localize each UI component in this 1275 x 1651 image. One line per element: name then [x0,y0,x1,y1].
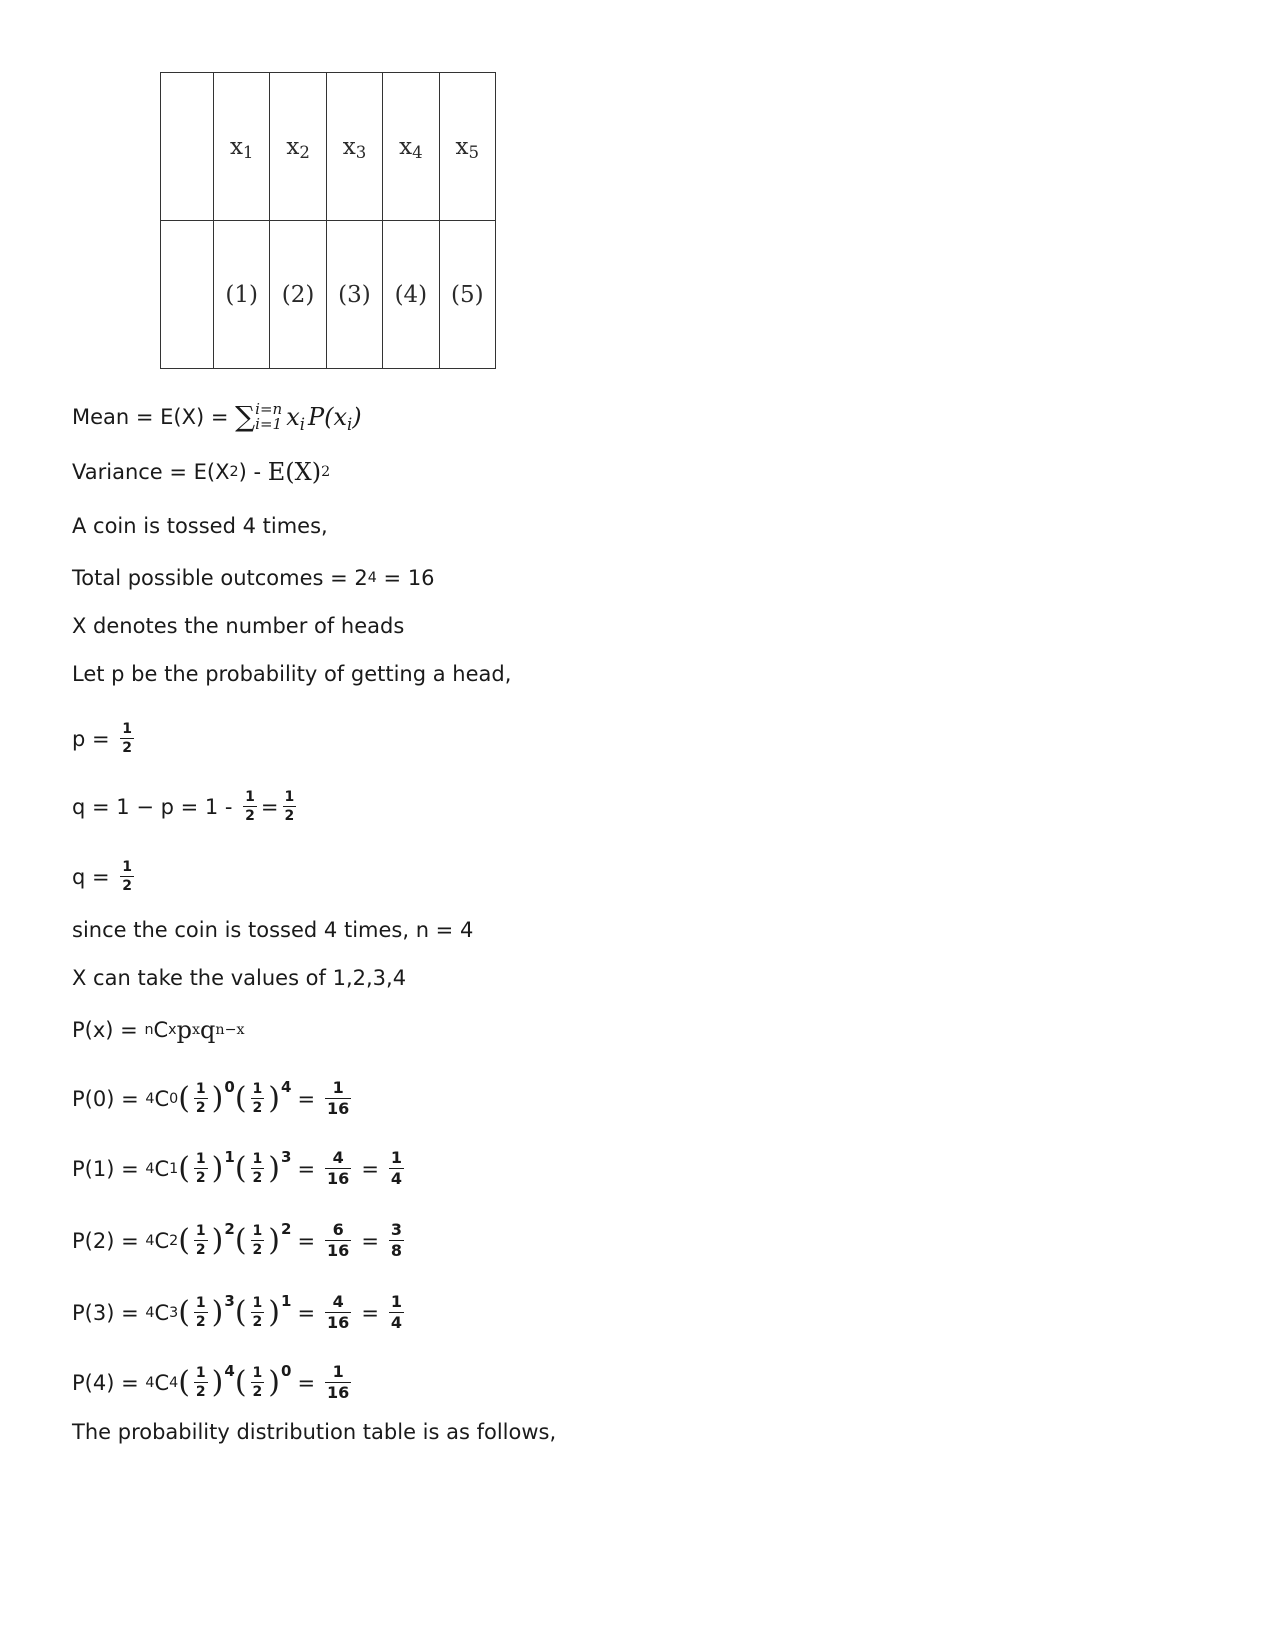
math-token: ) - [238,460,268,484]
math-token: 1 [390,1148,403,1167]
math-token: 2 [252,1100,263,1116]
math-token: 4 [412,142,423,162]
probability-row: P(0) = 4 C 0 ( $\frac{1}{2}$ ) 0 ( $\frac{1}{2}$ ) 4 = $\frac{1}{16}$ [72,1077,350,1118]
math-token: ∑ [235,400,256,433]
p-equation [72,722,138,755]
math-token: 0 [281,1361,292,1380]
math-token: 2 [122,740,133,756]
math-token: ) [211,1364,224,1400]
math-token: Total possible outcomes = 2 [72,566,368,590]
half-fraction [251,1082,265,1115]
math-token: = [361,1156,379,1181]
math-token: 2 [224,1219,235,1238]
math-token: 2 [252,1314,263,1330]
math-token: ( [178,1364,190,1400]
math-token: 4 [390,1169,403,1188]
math-token: = [297,1156,316,1181]
math-token: P(0) = [72,1086,146,1111]
math-token: 2 [195,1100,206,1116]
math-token: ) [268,1364,280,1400]
math-token: 3 [281,1147,292,1166]
math-token: 3 [224,1291,235,1310]
math-token: ( [178,1080,190,1116]
math-token: ( [234,1222,247,1258]
math-token: 2 [252,1384,263,1400]
math-token: 1 [390,1292,403,1311]
half-fraction [194,1366,208,1399]
half-fraction [194,1224,208,1257]
math-token: Mean = E(X) = [72,404,236,429]
math-token: ) [211,1080,224,1116]
math-token: = [361,1228,379,1253]
math-token: ) [268,1150,280,1186]
math-token: 1 [252,1365,263,1381]
math-token: q = [72,864,117,889]
table-cell [439,73,495,221]
math-token: ( [178,1222,190,1258]
math-token: 1 [195,1365,206,1381]
math-token: ) [268,1222,280,1258]
toss-text: A coin is tossed 4 times, [72,514,328,538]
q-calculation [72,790,300,823]
math-token: 1 [122,721,133,737]
math-token: 8 [390,1241,403,1260]
math-token: 2 [252,1242,263,1258]
math-token: E(X) [267,458,322,486]
half-fraction [251,1224,265,1257]
math-token: 2 [252,1170,263,1186]
math-token: i=1 [255,414,283,433]
fraction [120,860,134,893]
math-token: 2 [195,1384,206,1400]
math-token: 2 [195,1242,206,1258]
math-token: P(1) = [72,1156,146,1181]
math-token: Variance = E(X [72,460,230,484]
math-token: P(x) = [72,1018,145,1042]
math-token: 1 [252,1223,263,1239]
table-cell-empty [161,221,214,369]
half-fraction [194,1296,208,1329]
table-cell [214,73,270,221]
math-token: 2 [195,1314,206,1330]
result-fraction [325,1150,351,1187]
probability-row: P(4) = 4 C 4 ( $\frac{1}{2}$ ) 4 ( $\frac{1}{2}$ ) 0 = $\frac{1}{16}$ [72,1361,350,1402]
let-p-text: Let p be the probability of getting a head, [72,662,512,686]
math-token: p [176,1016,192,1044]
math-token: i [347,414,353,434]
math-token: C [154,1300,170,1325]
math-token: p = [72,726,117,751]
math-token: ( [234,1364,247,1400]
math-token: ) [268,1080,280,1116]
result-fraction [325,1294,351,1331]
math-token: = 16 [376,566,435,590]
math-token: 2 [195,1170,206,1186]
math-token: ) [268,1294,280,1330]
math-token: 2 [284,808,295,824]
table-header-row [161,73,496,221]
math-token: ( [234,1294,247,1330]
math-token: 16 [327,1241,350,1260]
math-token: = [297,1228,316,1253]
reduced-fraction [389,1150,404,1187]
probability-row: P(2) = 4 C 2 ( $\frac{1}{2}$ ) 2 ( $\frac{1}{2}$ ) 2 = $\frac{6}{16}$ = $\frac{3}{8}$ [72,1219,403,1260]
math-token: ( [234,1080,247,1116]
math-token: 16 [327,1383,350,1402]
math-token: ( [178,1294,190,1330]
mean-formula [72,400,362,433]
math-token: q = 1 − p = 1 - [72,794,240,819]
math-token: 1 [122,859,133,875]
math-token: 16 [327,1313,350,1332]
math-token: 2 [122,878,133,894]
result-fraction [325,1364,351,1401]
reduced-fraction [389,1222,404,1259]
math-token: 1 [195,1151,206,1167]
math-token: x [342,133,356,160]
math-token: 5 [468,142,480,162]
table-cell: (5) [439,221,495,369]
math-token: ( [178,1150,190,1186]
math-token: 4 [224,1361,235,1380]
table-cell: (2) [270,221,326,369]
math-token: = [297,1086,316,1111]
math-token: C [154,1156,170,1181]
math-token: = [297,1300,316,1325]
math-token: = [297,1370,316,1395]
math-token: 1 [195,1223,206,1239]
probability-row: P(3) = 4 C 3 ( $\frac{1}{2}$ ) 3 ( $\frac{1}{2}$ ) 1 = $\frac{4}{16}$ = $\frac{1}{4}$ [72,1291,403,1332]
math-token: C [153,1018,169,1042]
outcomes-text: Total possible outcomes = 2 4 = 16 [72,566,435,590]
result-fraction [325,1222,351,1259]
math-token: P(4) = [72,1370,146,1395]
math-token: 2 [299,142,310,162]
values-text: X can take the values of 1,2,3,4 [72,966,407,990]
math-token: P(x [307,402,347,431]
math-token: 1 [252,1081,263,1097]
math-token: 0 [224,1077,235,1096]
half-fraction [251,1152,265,1185]
half-fraction [194,1082,208,1115]
math-token: 2 [281,1219,292,1238]
math-token: 1 [195,1081,206,1097]
fraction [120,722,134,755]
math-token: 2 [245,808,255,824]
math-token: 1 [281,1291,292,1310]
table-cell: (3) [326,221,382,369]
math-token: 16 [327,1099,350,1118]
math-token: ) [211,1150,224,1186]
table-cell: (1) [214,221,270,369]
final-text: The probability distribution table is as follows, [72,1420,557,1444]
math-token: 1 [332,1362,344,1381]
binomial-formula: P(x) = n C x p x q n−x [72,1016,245,1044]
variable-table [160,72,496,369]
math-token: P(3) = [72,1300,146,1325]
math-token: 4 [332,1292,344,1311]
math-token: 4 [281,1077,292,1096]
variance-formula: Variance = E(X 2 ) - E(X) 2 [72,458,331,486]
math-token: i=n [255,399,283,418]
table-cell [383,73,439,221]
math-token: 1 [224,1147,235,1166]
half-fraction [251,1296,265,1329]
math-token: i [299,414,305,434]
math-token: 1 [332,1078,344,1097]
math-token: 4 [332,1148,344,1167]
math-token: 1 [195,1295,206,1311]
math-token: ) [211,1294,224,1330]
math-token: 1 [245,789,255,805]
heads-text: X denotes the number of heads [72,614,405,638]
table-value-row [161,221,496,369]
q-equation [72,860,138,893]
math-token: 3 [355,142,367,162]
table-cell [326,73,382,221]
math-token: = [361,1300,379,1325]
result-fraction [325,1080,351,1117]
math-token: x [229,133,243,160]
math-token: x [286,402,300,431]
math-token: C [154,1370,170,1395]
math-token: 6 [332,1220,344,1239]
math-token: C [154,1228,170,1253]
math-token: 1 [242,142,254,162]
probability-row: P(1) = 4 C 1 ( $\frac{1}{2}$ ) 1 ( $\frac{1}{2}$ ) 3 = $\frac{4}{16}$ = $\frac{1}{4}$ [72,1147,403,1188]
table-cell-empty [161,73,214,221]
math-token: x [399,133,413,160]
math-token: = [260,794,279,819]
table-cell: (4) [383,221,439,369]
math-token: 1 [252,1295,263,1311]
math-token: ) [352,402,362,431]
math-token: x [455,133,469,160]
math-token: 1 [284,789,295,805]
n-text: since the coin is tossed 4 times, n = 4 [72,918,474,942]
math-token: ( [234,1150,247,1186]
math-token: 3 [390,1220,403,1239]
math-token: 4 [390,1313,403,1332]
math-token: q [200,1016,216,1044]
math-token: C [154,1086,170,1111]
fraction [283,790,297,823]
half-fraction [251,1366,265,1399]
reduced-fraction [389,1294,404,1331]
math-token: P(2) = [72,1228,146,1253]
math-token: ) [211,1222,224,1258]
math-token: x [286,133,300,160]
math-token: 1 [252,1151,263,1167]
fraction [243,790,257,823]
table-cell [270,73,326,221]
math-token: 16 [327,1169,350,1188]
half-fraction [194,1152,208,1185]
